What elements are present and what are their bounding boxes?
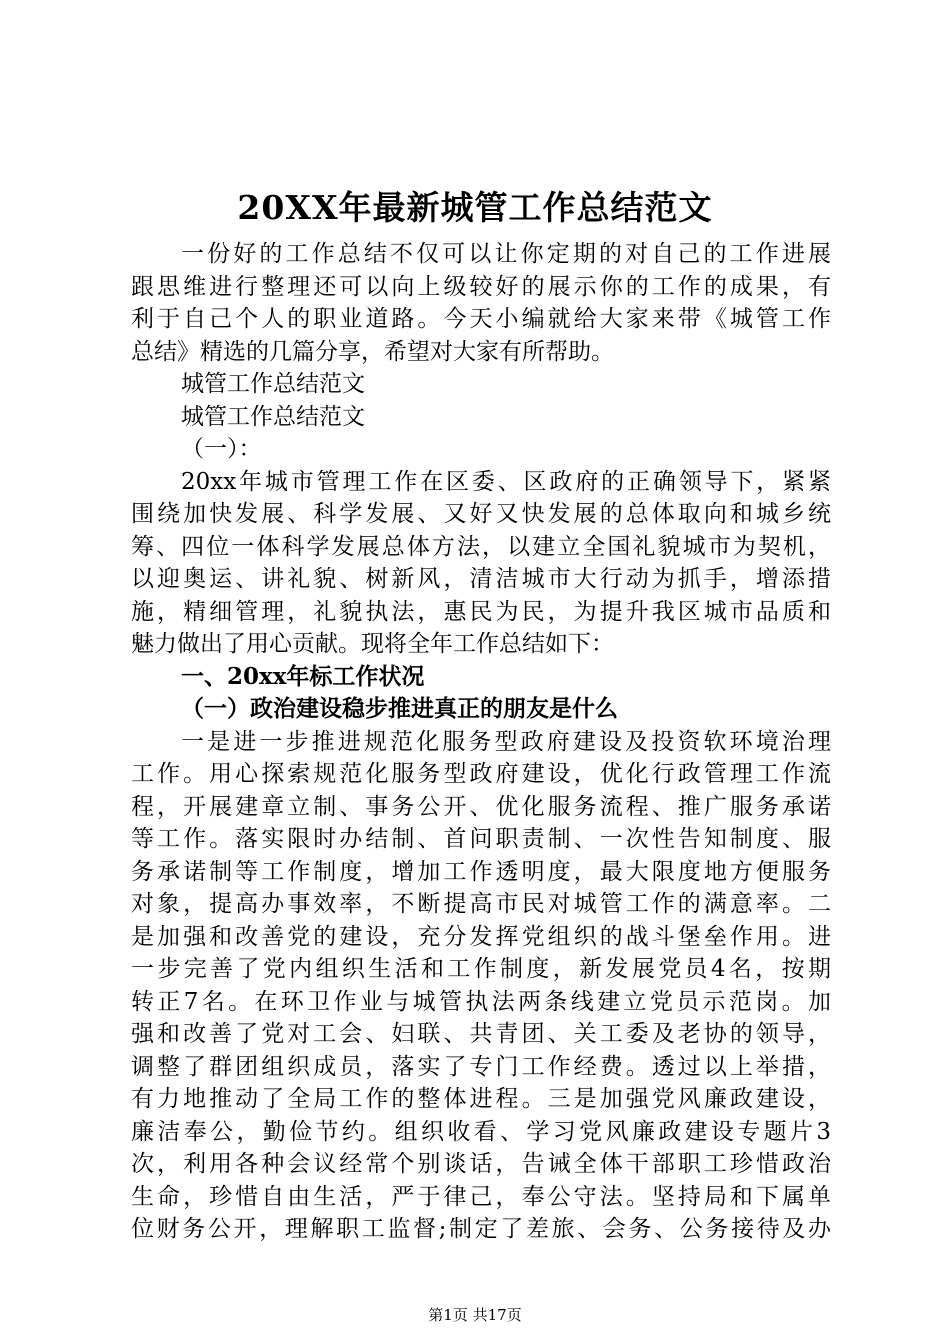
text-line: 筹、四位一体科学发展总体方法，以建立全国礼貌城市为契机， [131,533,831,560]
text-line: 强和改善了党对工会、妇联、共青团、关工委及老协的领导， [131,1021,831,1047]
text-line: 总结》精选的几篇分享，希望对大家有所帮助。 [131,338,614,365]
text-line: 生命，珍惜自由生活，严于律己，奉公守法。坚持局和下属单 [131,1183,831,1210]
text-line: 一份好的工作总结不仅可以让你定期的对自己的工作进展 [181,241,831,267]
section-heading: 城管工作总结范文 [181,371,365,397]
text-line: 程，开展建章立制、事务公开、优化服务流程、推广服务承诺 [131,793,831,820]
text-line: 转正7名。在环卫作业与城管执法两条线建立党员示范岗。加 [131,988,831,1015]
text-line: 工作。用心探索规范化服务型政府建设，优化行政管理工作流 [131,761,831,787]
text-line: 务承诺制等工作制度，增加工作透明度，最大限度地方便服务 [131,858,831,885]
section-heading: 城管工作总结范文 [181,403,365,430]
subsection-label: （一）： [181,436,262,462]
text-line: 等工作。落实限时办结制、首问职责制、一次性告知制度、服 [131,826,831,852]
text-line: 有力地推动了全局工作的整体进程。三是加强党风廉政建设， [131,1086,831,1112]
text-line: 施，精细管理，礼貌执法，惠民为民，为提升我区城市品质和 [131,598,831,625]
text-line: 调整了群团组织成员，落实了专门工作经费。透过以上举措， [131,1053,831,1080]
document-body [131,238,831,1246]
text-line: 廉洁奉公，勤俭节约。组织收看、学习党风廉政建设专题片3 [131,1118,831,1145]
text-line: 跟思维进行整理还可以向上级较好的展示你的工作的成果，有 [131,273,831,300]
subsection-heading: （一）政治建设稳步推进真正的朋友是什么 [181,695,618,722]
text-line: 一是进一步推进规范化服务型政府建设及投资软环境治理 [181,728,831,755]
text-line: 一步完善了党内组织生活和工作制度，新发展党员4名，按期 [131,956,831,982]
text-line: 位财务公开，理解职工监督;制定了差旅、会务、公务接待及办 [131,1216,831,1242]
text-line: 是加强和改善党的建设，充分发挥党组织的战斗堡垒作用。进 [131,923,831,950]
section-heading: 一、20xx年标工作状况 [181,662,425,690]
page-number: 第1页 共17页 [428,1306,522,1324]
text-line: 对象，提高办事效率，不断提高市民对城管工作的满意率。二 [131,891,831,917]
text-line: 次，利用各种会议经常个别谈话，告诫全体干部职工珍惜政治 [131,1151,831,1177]
document-title: 20XX年最新城管工作总结范文 [237,188,713,227]
text-line: 魅力做出了用心贡献。现将全年工作总结如下： [131,631,614,657]
text-line: 20xx年城市管理工作在区委、区政府的正确领导下，紧紧 [181,468,831,495]
text-line: 利于自己个人的职业道路。今天小编就给大家来带《城管工作 [131,306,831,332]
text-line: 以迎奥运、讲礼貌、树新风，清洁城市大行动为抓手，增添措 [131,566,831,592]
text-line: 围绕加快发展、科学发展、又好又快发展的总体取向和城乡统 [131,501,831,527]
